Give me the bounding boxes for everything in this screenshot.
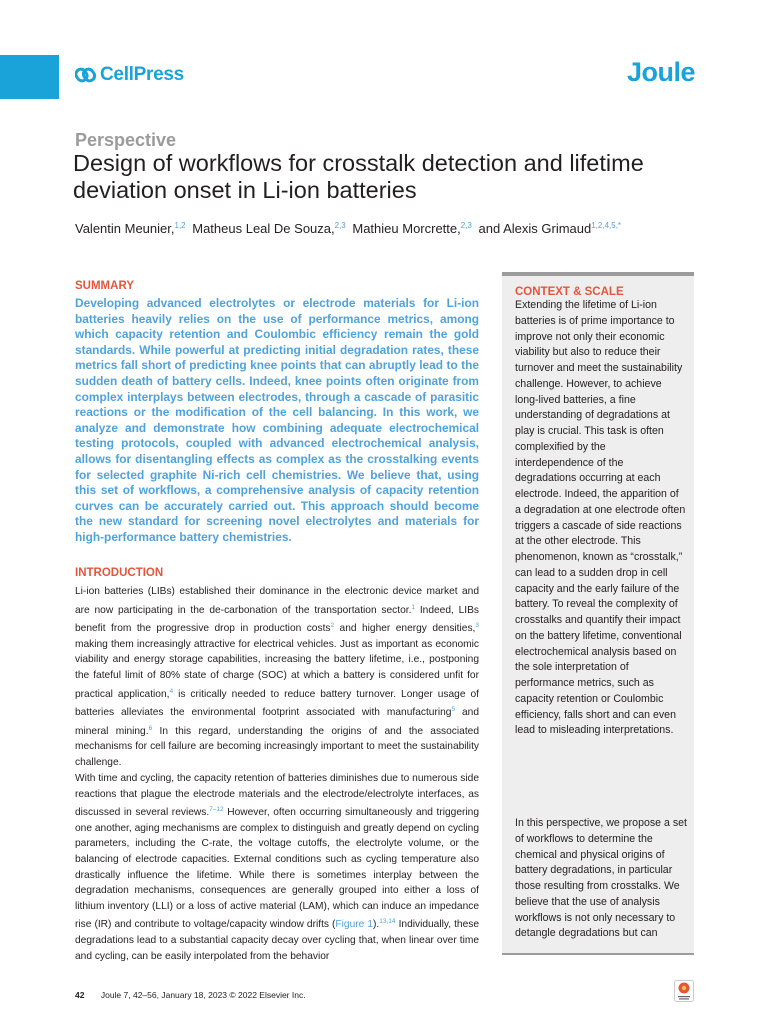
author-name: Mathieu Morcrette,	[352, 221, 461, 236]
context-top-rule	[502, 272, 694, 276]
journal-name: Joule	[626, 57, 695, 87]
author-affiliation: 2,3	[460, 221, 472, 230]
article-type: Perspective	[75, 130, 177, 150]
cellpress-logo	[75, 64, 184, 86]
reference-superscript[interactable]: 2	[330, 622, 335, 630]
author-name: Matheus Leal De Souza,	[192, 221, 335, 236]
author-list	[75, 221, 715, 236]
page-number: 42	[75, 990, 85, 1000]
reference-superscript[interactable]: 7–12	[209, 806, 224, 814]
author-affiliation: 1,2,4,5,*	[591, 221, 622, 230]
check-for-updates-icon[interactable]	[674, 980, 694, 1002]
summary-heading: SUMMARY	[75, 280, 134, 292]
reference-superscript[interactable]: 3	[475, 622, 479, 630]
article-title: Design of workflows for crosstalk detection and lifetime deviation onset in Li-ion batteries	[73, 150, 644, 203]
reference-superscript[interactable]: 5	[451, 706, 456, 714]
reference-superscript[interactable]: 4	[169, 687, 174, 695]
page-footer	[75, 990, 306, 1000]
introduction-paragraph-1: Li-ion batteries (LIBs) established their dominance in the electronic device market and are now participating in the de-carbonation of the transportation sector.$^1$ Indeed, LIBs benefit from the progressive drop in production costs$^2$ and higher energy densities,$^3$ making them increasingly attractive for electrical vehicles. Just as important as economic viability and energy storage capabilities, increasing the battery lifetime, i.e., postponing the fateful limit of 80% state of charge (SOC) at which a battery is considered unfit for practical application,$^4$ is critically needed to reduce battery turnover. Longer usage of batteries alleviates the environmental footprint associated with manufacturing$^5$ and mineral mining.$^6$ In this regard, understanding the origins of and the associated mechanisms for cell failure are becoming increasingly important to meet the sustainability challenge.	[75, 586, 479, 768]
author-affiliation: 1,2	[174, 221, 186, 230]
context-bottom-rule	[502, 953, 694, 955]
reference-superscript[interactable]: 13,14	[379, 918, 396, 926]
reference-superscript[interactable]: 6	[148, 724, 153, 732]
context-paragraph-1: Extending the lifetime of Li-ion batteries is of prime importance to improve not only their economic viability but also to reduce their turnover and meet the sustainability challenge. However, to achieve long-lived batteries, a fine understanding of degradations at play is crucial. This task is often complexified by the interdependence of the degradations occurring at each electrode. Indeed, the apparition of a degradation at one electrode often triggers a cascade of side reactions at the other electrode. This phenomenon, known as “crosstalk,” can lead to a sudden drop in cell capacity and the early failure of the battery. To reveal the complexity of crosstalks and quantify their impact on the battery lifetime, conventional electrochemical analysis based on the sole interpretation of performance metrics, such as capacity retention or Coulombic efficiency, falls short and can even lead to misleading interpretations.	[515, 299, 686, 737]
footer-citation: Joule 7, 42–56, January 18, 2023 © 2022 Elsevier Inc.	[100, 990, 306, 1000]
publisher-name: CellPress	[100, 64, 184, 85]
context-scale-box	[502, 272, 694, 955]
context-paragraph-2: In this perspective, we propose a set of workflows to determine the chemical and physical origins of battery degradations, in particular those resulting from crosstalks. We believe that the use of analysis workflows is not only necessary to detangle degradations but can	[515, 817, 687, 940]
brand-corner-block	[0, 55, 59, 99]
summary-text: Developing advanced electrolytes or electrode materials for Li-ion batteries heavily relies on the use of performance metrics, among which capacity retention and Coulombic efficiency remain the gold standards. While powerful at predicting initial degradation rates, these metrics fall short of predicting knee points that can abruptly lead to the sudden death of battery cells. Indeed, knee points often originate from complex interplays between electrodes, through a cascade of parasitic reactions or the modification of the cell balancing. In this work, we analyze and demonstrate how combining adequate electrochemical testing protocols, coupled with advanced electrochemical analysis, allows for disentangling effects as complex as the crosstalking events for selected graphite Ni-rich cell chemistries. We believe that, using this set of workflows, a comprehensive analysis of capacity retention curves can be accurately carried out. This approach should become the new standard for screening novel electrolytes and materials for high-performance battery chemistries.	[75, 296, 479, 544]
introduction-heading: INTRODUCTION	[75, 567, 164, 579]
introduction-paragraph-2: With time and cycling, the capacity retention of batteries diminishes due to numerous side reactions that plague the electrode materials and the electrode/electrolyte interfaces, as discussed in several reviews.$^{7-12}$ However, often occurring simultaneously and triggering one another, aging mechanisms are complex to distinguish and greatly depend on cycling parameters, including the C-rate, the voltage cutoffs, the electrolyte volume, or the balancing of electrode capacities. External conditions such as cycling temperature also drastically influence the lifetime. While there is sometimes interplay between the degradation mechanisms, consequences are generally grouped into either a loss of lithium inventory (LLI) or a loss of active material (LAM), which can induce an impedance rise (IR) and contribute to voltage/capacity window drifts (Figure 1).$^{13,14}$ Individually, these degradations lead to a substantial capacity decay over cycling that, when linear over time and cycling, can be easily interpolated from the behavior	[75, 773, 480, 962]
author-affiliation: 2,3	[334, 221, 346, 230]
reference-superscript[interactable]: 1	[411, 603, 416, 611]
figure-link[interactable]: Figure 1	[335, 919, 374, 931]
author-name: and Alexis Grimaud	[478, 221, 592, 236]
cellpress-link-icon	[75, 66, 97, 84]
author-name: Valentin Meunier,	[75, 221, 175, 236]
context-heading: CONTEXT & SCALE	[515, 286, 624, 298]
